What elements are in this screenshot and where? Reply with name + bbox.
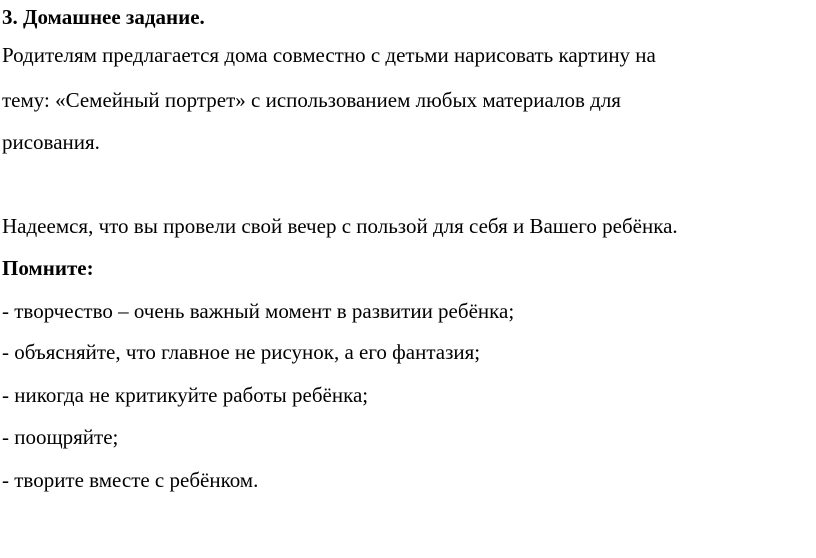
paragraph-line-3: рисования.: [2, 130, 100, 154]
tip-item: - творите вместе с ребёнком.: [2, 468, 259, 492]
paragraph-line-2: тему: «Семейный портрет» с использованием любых материалов для: [2, 88, 621, 112]
tip-item: - никогда не критикуйте работы ребёнка;: [2, 383, 369, 407]
section-heading: 3. Домашнее задание.: [2, 5, 205, 29]
tip-item: - объясняйте, что главное не рисунок, а его фантазия;: [2, 340, 481, 364]
closing-sentence: Надеемся, что вы провели свой вечер с пользой для себя и Вашего ребёнка.: [2, 214, 678, 238]
tip-item: - поощряйте;: [2, 425, 119, 449]
tip-item: - творчество – очень важный момент в развитии ребёнка;: [2, 299, 515, 323]
remember-heading: Помните:: [2, 256, 94, 280]
paragraph-line-1: Родителям предлагается дома совместно с детьми нарисовать картину на: [2, 43, 656, 67]
